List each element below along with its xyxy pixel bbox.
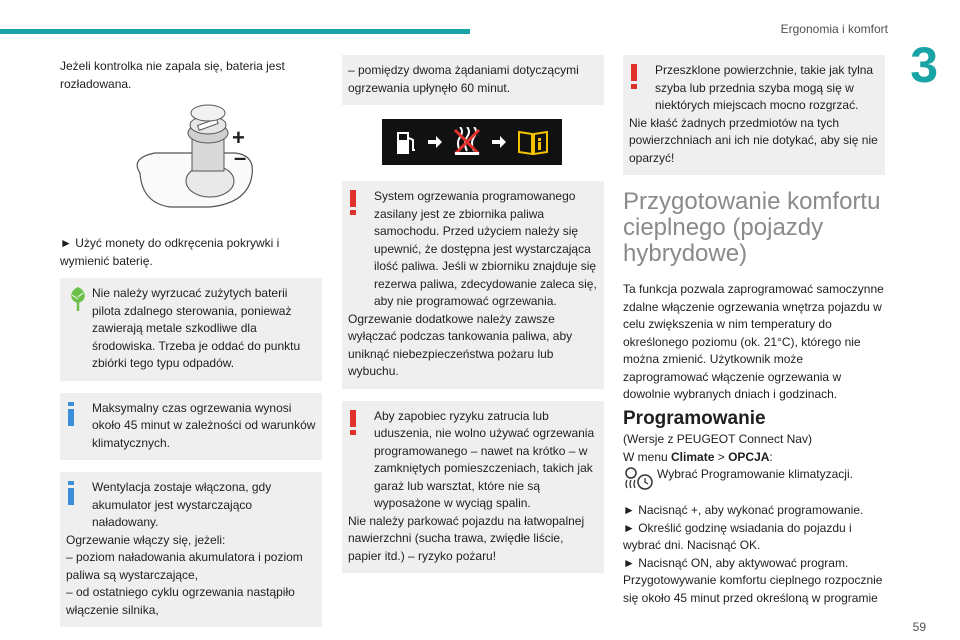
remote-key-icon xyxy=(60,103,322,221)
warning-exclamation-icon xyxy=(348,408,358,442)
programming-item-text: Wybrać Programowanie klimatyzacji. xyxy=(657,467,853,481)
step: ► Nacisnąć +, aby wykonać programowanie. xyxy=(623,503,864,517)
tail-text: Przygotowywanie komfortu cieplnego rozpocznie się około 45 minut przed określoną w programie xyxy=(623,573,883,605)
warning-box-2 xyxy=(342,401,604,574)
info-icon xyxy=(66,400,76,434)
info-icon xyxy=(66,479,76,513)
continuation-text: – pomiędzy dwoma żądaniami dotyczącymi ogrzewania upłynęło 60 minut. xyxy=(348,63,579,95)
warning-line: Nie należy parkować pojazdu na łatwopalnej nawierzchni (sucha trawa, zwiędłe liście, papier itd.) – ryzyko pożaru! xyxy=(348,513,585,563)
info-line: – poziom naładowania akumulatora i poziom paliwa są wystarczające, xyxy=(66,550,303,582)
warning-line: System ogrzewania programowanego zasilany jest ze zbiornika paliwa samochodu. Przed użyciem należy się upewnić, że dostępna jest wystarczająca ilość paliwa. Jeśli w zbiorniku znajduje się rezerwa paliwa, zdecydowanie zaleca się, aby nie programować ogrzewania. xyxy=(374,189,597,308)
warning-box-3 xyxy=(623,55,885,175)
no-heating-icon xyxy=(452,127,482,157)
section-heading: Przygotowanie komfortu cieplnego (pojazdy hybrydowe) xyxy=(623,188,881,267)
chapter-number: 3 xyxy=(910,37,938,93)
eco-text: Nie należy wyrzucać zużytych baterii pilota zdalnego sterowania, ponieważ zawierają metale szkodliwe dla środowiska. Trzeba je oddać do punktu zbiórki tego typu odpadów. xyxy=(92,286,301,370)
menu-separator: > xyxy=(714,449,729,464)
warning-exclamation-icon xyxy=(348,188,358,222)
eco-box xyxy=(60,278,322,381)
info-line: Wentylacja zostaje włączona, gdy akumulator jest wystarczająco naładowany. xyxy=(92,480,272,529)
fuel-pump-icon xyxy=(395,128,417,156)
step: ► Nacisnąć ON, aby aktywować program. xyxy=(623,555,849,570)
continuation-box xyxy=(342,55,604,105)
minus-label: – xyxy=(234,145,247,170)
step: ► Określić godzinę wsiadania do pojazdu i wybrać dni. Nacisnąć OK. xyxy=(623,520,852,552)
manual-book-icon xyxy=(517,128,549,156)
warning-line: Nie kłaść żadnych przedmiotów na tych powierzchniach ani ich nie dotykać, aby się nie oparzyć! xyxy=(629,115,878,165)
leaf-icon xyxy=(66,285,90,319)
warning-line: Ogrzewanie dodatkowe należy zawsze wyłączać podczas tankowania paliwa, aby uniknąć niebezpieczeństwa pożaru lub wybuchu. xyxy=(348,311,573,378)
menu-climate: Climate xyxy=(671,449,715,464)
menu-options: OPCJA xyxy=(728,449,770,464)
arrow-right-icon xyxy=(428,136,442,148)
battery-intro: Jeżeli kontrolka nie zapala się, bateria jest rozładowana. xyxy=(60,59,285,91)
menu-path xyxy=(623,449,885,467)
column-2 xyxy=(342,55,604,585)
column-3 xyxy=(623,55,885,607)
programming-item xyxy=(623,466,885,494)
subsection-heading: Programowanie xyxy=(623,407,766,429)
climate-timer-icon xyxy=(623,466,655,494)
versions-note: (Wersje z PEUGEOT Connect Nav) xyxy=(623,432,812,446)
warning-line: Aby zapobiec ryzyku zatrucia lub uduszenia, nie wolno używać ogrzewania programowanego – nawet na krótko – w zamkniętych pomieszczeniach, takich jak garaż lub warsztat, które nie są wyposażone w wyciąg spalin. xyxy=(374,408,595,510)
info-line: – od ostatniego cyklu ogrzewania nastąpiło włączenie silnika, xyxy=(66,585,295,617)
info-text-1: Maksymalny czas ogrzewania wynosi około 45 minut w zależności od warunków klimatycznych. xyxy=(92,400,316,450)
info-box-2 xyxy=(60,472,322,627)
info-line: Ogrzewanie włączy się, jeżeli: xyxy=(66,532,226,547)
remote-battery-illustration xyxy=(60,103,322,221)
menu-prefix: W menu xyxy=(623,449,672,464)
header-title: Ergonomia i komfort xyxy=(780,22,888,36)
plus-label: + xyxy=(232,125,245,150)
battery-step: ► Użyć monety do odkręcenia pokrywki i wymienić baterię. xyxy=(60,236,280,268)
column-1 xyxy=(60,58,322,639)
warning-pictogram-strip xyxy=(382,119,562,165)
section-body: Ta funkcja pozwala zaprogramować samoczynne zdalne włączenie ogrzewania wnętrza pojazdu w celu zwiększenia w nim temperatury do określonego poziomu (ok. 21°C), którego nie można zmienić. Użytkownik może zaprogramować włączenie ogrzewania w dowolnie wybranych dniach i godzinach. xyxy=(623,282,884,401)
arrow-right-icon xyxy=(492,136,506,148)
warning-exclamation-icon xyxy=(629,62,639,96)
header-accent-bar xyxy=(0,29,470,34)
menu-suffix: : xyxy=(769,449,773,464)
warning-line: Przeszklone powierzchnie, takie jak tylna szyba lub przednia szyba mogą się w niektórych miejscach mocno rozgrzać. xyxy=(655,63,874,112)
warning-box-1 xyxy=(342,181,604,389)
page-number: 59 xyxy=(912,620,926,634)
info-box-1 xyxy=(60,393,322,461)
